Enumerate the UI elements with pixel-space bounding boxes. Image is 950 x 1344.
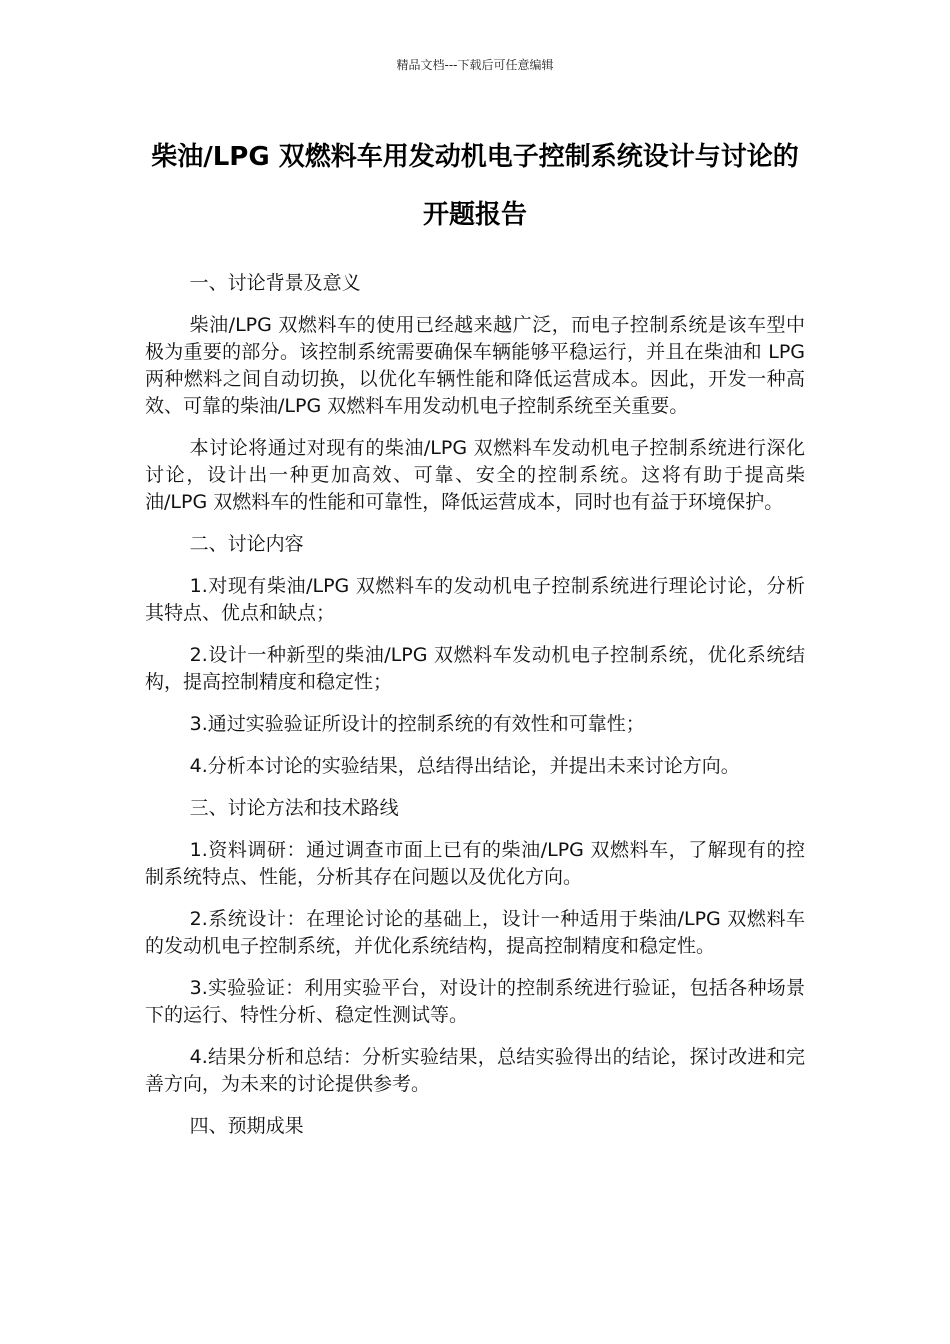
- list-item-content-3: 3.通过实验验证所设计的控制系统的有效性和可靠性；: [189, 713, 645, 735]
- list-item-content-4: 4.分析本讨论的实验结果，总结得出结论，并提出未来讨论方向。: [189, 755, 740, 777]
- list-item-content-1: 1.对现有柴油/LPG 双燃料车的发动机电子控制系统进行理论讨论，分析其特点、优点和缺点；: [145, 575, 805, 624]
- section-heading-background: 一、讨论背景及意义: [189, 272, 361, 294]
- list-item-method-3: 3.实验验证：利用实验平台，对设计的控制系统进行验证，包括各种场景下的运行、特性分析、稳定性测试等。: [145, 977, 805, 1026]
- list-item-content-2: 2.设计一种新型的柴油/LPG 双燃料车发动机电子控制系统，优化系统结构，提高控制精度和稳定性；: [145, 644, 805, 693]
- section-heading-methods: 三、讨论方法和技术路线: [189, 797, 399, 819]
- section-heading-content: 二、讨论内容: [189, 533, 304, 555]
- section-heading-outcomes: 四、预期成果: [189, 1115, 304, 1137]
- document-body: [145, 270, 805, 1155]
- paragraph-background-1: 柴油/LPG 双燃料车的使用已经越来越广泛，而电子控制系统是该车型中极为重要的部分。该控制系统需要确保车辆能够平稳运行，并且在柴油和 LPG 两种燃料之间自动切换，以优化车辆性能和降低运营成本。因此，开发一种高效、可靠的柴油/LPG 双燃料车用发动机电子控制系统至关重要。: [145, 314, 805, 417]
- document-title: 柴油/LPG 双燃料车用发动机电子控制系统设计与讨论的开题报告: [151, 142, 799, 230]
- list-item-method-2: 2.系统设计：在理论讨论的基础上，设计一种适用于柴油/LPG 双燃料车的发动机电子控制系统，并优化系统结构，提高控制精度和稳定性。: [145, 908, 805, 957]
- page-header: 精品文档---下载后可任意编辑: [396, 58, 554, 72]
- list-item-method-1: 1.资料调研：通过调查市面上已有的柴油/LPG 双燃料车，了解现有的控制系统特点、性能，分析其存在问题以及优化方向。: [145, 839, 805, 888]
- list-item-method-4: 4.结果分析和总结：分析实验结果，总结实验得出的结论，探讨改进和完善方向，为未来的讨论提供参考。: [145, 1046, 805, 1095]
- paragraph-background-2: 本讨论将通过对现有的柴油/LPG 双燃料车发动机电子控制系统进行深化讨论，设计出一种更加高效、可靠、安全的控制系统。这将有助于提高柴油/LPG 双燃料车的性能和可靠性，降低运营成本，同时也有益于环境保护。: [145, 437, 805, 513]
